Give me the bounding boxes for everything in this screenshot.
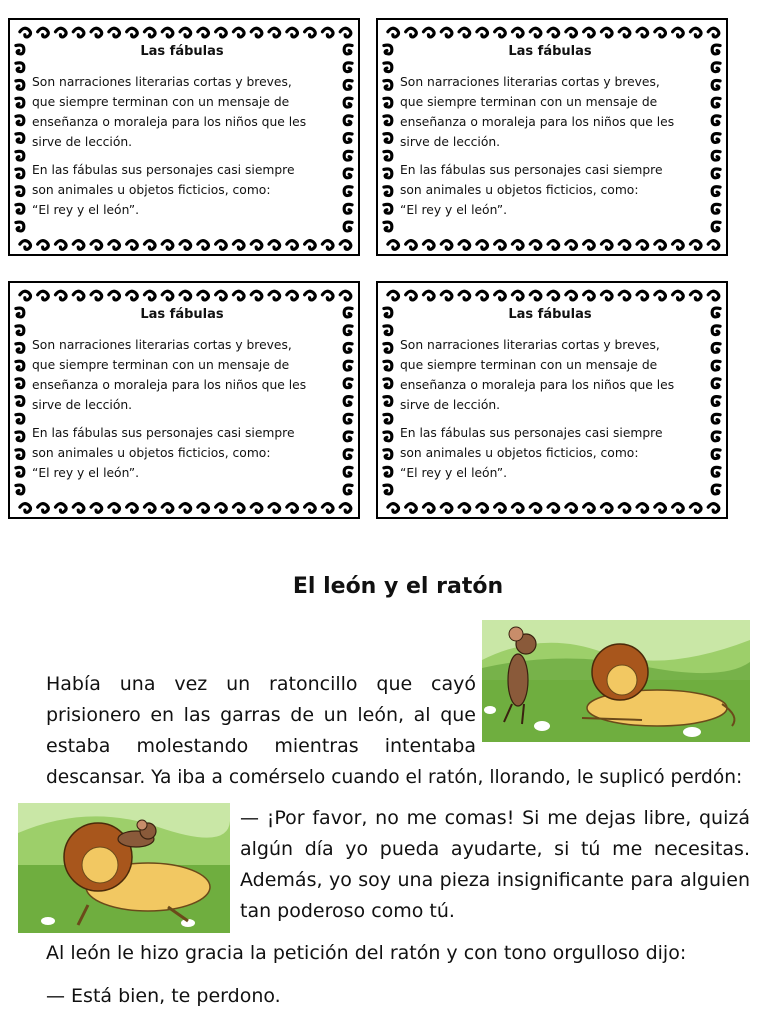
lion-mouse-illustration: [482, 620, 750, 742]
card-definition: Son narraciones literarias cortas y breves, que siempre terminan con un mensaje de enseñanza o moraleja para los niños que les sirve de lección.: [400, 75, 675, 149]
card-characters: En las fábulas sus personajes casi siempre son animales u objetos ficticios, como: “El rey y el león”.: [32, 163, 295, 217]
card-title: Las fábulas: [508, 307, 592, 322]
fable-card: [376, 18, 728, 256]
story-paragraph-3: Al león le hizo gracia la petición del ratón y con tono orgulloso dijo:: [46, 942, 687, 964]
card-definition: Son narraciones literarias cortas y breves, que siempre terminan con un mensaje de enseñanza o moraleja para los niños que les sirve de lección.: [32, 75, 307, 149]
card-definition: Son narraciones literarias cortas y breves, que siempre terminan con un mensaje de enseñanza o moraleja para los niños que les sirve de lección.: [400, 338, 675, 412]
lion-mouse-illustration: [18, 803, 230, 933]
story-paragraph-1: Había una vez un ratoncillo que cayó prisionero en las garras de un león, al que estaba molestando mientras intentaba: [46, 673, 476, 757]
story-title: El león y el ratón: [292, 574, 504, 599]
fable-card: [8, 281, 360, 519]
card-title: Las fábulas: [140, 307, 224, 322]
card-characters: En las fábulas sus personajes casi siempre son animales u objetos ficticios, como: “El rey y el león”.: [32, 426, 295, 480]
story-paragraph-2: — ¡Por favor, no me comas! Si me dejas libre, quizá algún día yo pueda ayudarte, si tú me necesitas. Además, yo soy una pieza insignificante para alguien tan poderoso como tú.: [240, 807, 750, 922]
fable-card: [376, 281, 728, 519]
fable-card: [8, 18, 360, 256]
card-definition: Son narraciones literarias cortas y breves, que siempre terminan con un mensaje de enseñanza o moraleja para los niños que les sirve de lección.: [32, 338, 307, 412]
card-characters: En las fábulas sus personajes casi siempre son animales u objetos ficticios, como: “El rey y el león”.: [400, 426, 663, 480]
card-title: Las fábulas: [508, 44, 592, 59]
card-title: Las fábulas: [140, 44, 224, 59]
story-paragraph-1-end: descansar. Ya iba a comérselo cuando el ratón, llorando, le suplicó perdón:: [46, 767, 743, 788]
story-paragraph-4: — Está bien, te perdono.: [46, 985, 281, 1007]
card-characters: En las fábulas sus personajes casi siempre son animales u objetos ficticios, como: “El rey y el león”.: [400, 163, 663, 217]
